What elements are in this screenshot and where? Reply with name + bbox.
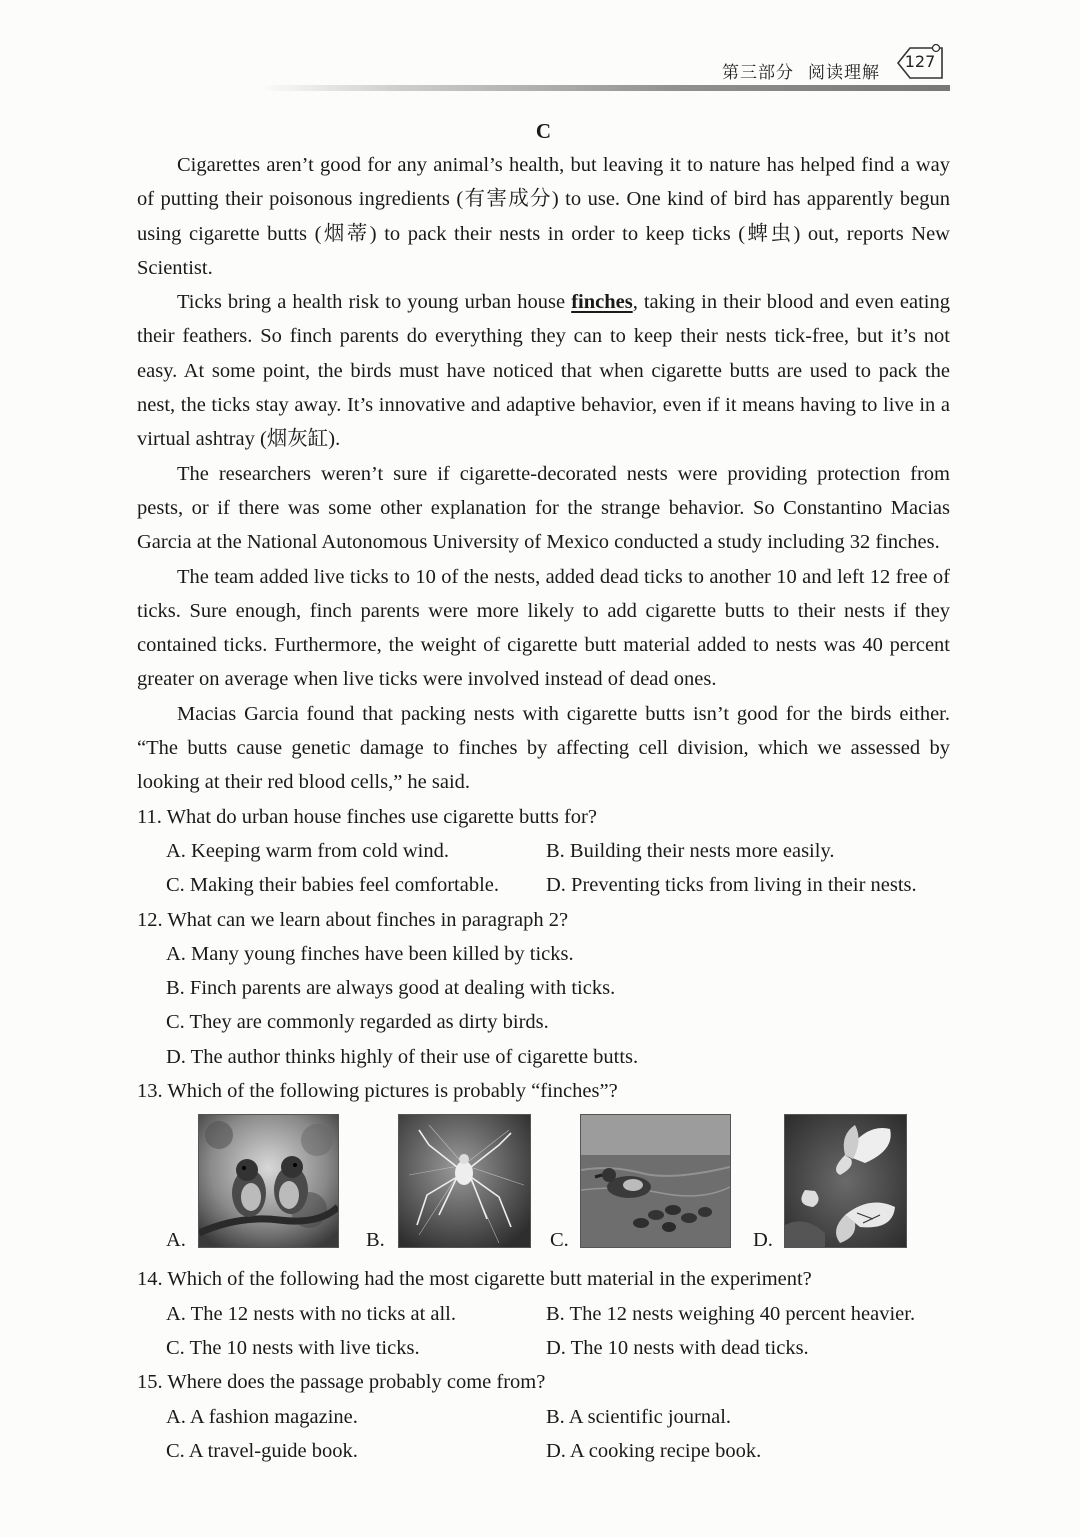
- paragraph-text: , taking in their blood and even eating their feathers. So finch parents do everything they can to keep their nests tick-free, but it’s not easy. At some point, the birds must have noticed that when cigarette butts are used to pack the nest, the ticks stay away. It’s innovative and adaptive behavior, even if it means having to live in a virtual ashtray (烟灰缸).: [137, 291, 950, 451]
- passage-letter: C: [535, 119, 552, 143]
- option-a[interactable]: A. Many young finches have been killed by ticks.: [166, 942, 574, 965]
- question-14-options: [166, 1297, 950, 1366]
- paragraph-text: Macias Garcia found that packing nests with cigarette butts isn’t good for the birds either. “The butts cause genetic damage to finches by affecting cell division, which we assessed by looking at their red blood cells,” he said.: [137, 702, 950, 794]
- option-c[interactable]: C. They are commonly regarded as dirty birds.: [166, 1011, 549, 1034]
- option-c-label: C.: [550, 1229, 569, 1252]
- option-d[interactable]: D. The 10 nests with dead ticks.: [546, 1336, 809, 1359]
- option-a[interactable]: A. A fashion magazine.: [166, 1405, 358, 1428]
- option-d[interactable]: D. A cooking recipe book.: [546, 1439, 762, 1462]
- question-12: 12. What can we learn about finches in paragraph 2?: [137, 908, 569, 931]
- option-c[interactable]: C. Making their babies feel comfortable.: [166, 874, 500, 897]
- page-header: [260, 40, 950, 96]
- paragraph-text: The researchers weren’t sure if cigarette-decorated nests were providing protection from pests, or if there was some other explanation for the strange behavior. So Constantino Macias Garcia at the National Autonomous University of Mexico conducted a study including 32 finches.: [137, 462, 950, 554]
- page-number-badge: [890, 42, 948, 84]
- paragraph-text: Ticks bring a health risk to young urban house: [177, 291, 572, 314]
- picture-option-d[interactable]: [753, 1114, 953, 1254]
- paragraph-text: The team added live ticks to 10 of the nests, added dead ticks to another 10 and left 12 free of ticks. Sure enough, finch parents were more likely to add cigarette butts to their nests if they contained ticks. Furthermore, the weight of cigarette butt material added to nests was 40 percent greater on average when live ticks were involved instead of dead ones.: [137, 565, 950, 691]
- header-rule: [260, 85, 950, 91]
- question-11-options: [166, 834, 950, 903]
- option-d[interactable]: D. The author thinks highly of their use of cigarette butts.: [166, 1045, 639, 1068]
- header-section-title: [708, 58, 880, 83]
- option-c[interactable]: C. A travel-guide book.: [166, 1439, 358, 1462]
- page-number: 127: [904, 52, 936, 71]
- birds-icon: [199, 1115, 338, 1247]
- butterflies-icon: [785, 1115, 906, 1247]
- spider-photo: [398, 1114, 531, 1248]
- paragraph-5: [137, 697, 950, 800]
- option-a-label: A.: [166, 1229, 186, 1252]
- highlighted-word: finches: [571, 291, 633, 314]
- question-15: 15. Where does the passage probably come from?: [137, 1371, 546, 1394]
- option-d[interactable]: D. Preventing ticks from living in their nests.: [546, 874, 917, 897]
- option-a[interactable]: A. Keeping warm from cold wind.: [166, 839, 449, 862]
- option-c[interactable]: C. The 10 nests with live ticks.: [166, 1336, 420, 1359]
- question-14: 14. Which of the following had the most cigarette butt material in the experiment?: [137, 1268, 812, 1291]
- question-13-pictures: [166, 1114, 950, 1262]
- paragraph-text: Cigarettes aren’t good for any animal’s health, but leaving it to nature has helped find a way of putting their poisonous ingredients (有害成分) to use. One kind of bird has apparently begun using cigarette butts (烟蒂) to pack their nests in order to keep ticks (蜱虫) out, reports New Scientist.: [137, 154, 950, 279]
- option-b[interactable]: B. Building their nests more easily.: [546, 839, 835, 862]
- paragraph-4: [137, 560, 950, 697]
- picture-option-c[interactable]: [550, 1114, 760, 1254]
- paragraph-1: [137, 148, 950, 285]
- option-b[interactable]: B. A scientific journal.: [546, 1405, 732, 1428]
- question-11: 11. What do urban house finches use cigarette butts for?: [137, 805, 597, 828]
- header-part: 第三部分: [722, 63, 794, 83]
- picture-option-a[interactable]: [166, 1114, 341, 1254]
- picture-option-b[interactable]: [366, 1114, 536, 1254]
- reading-content: [137, 116, 950, 1468]
- butterflies-photo: [784, 1114, 907, 1248]
- sparrows-photo: [198, 1114, 339, 1248]
- ducks-icon: [581, 1115, 730, 1247]
- question-12-options: [166, 937, 950, 1074]
- option-b[interactable]: B. The 12 nests weighing 40 percent heavier.: [546, 1302, 916, 1325]
- header-section: 阅读理解: [808, 63, 880, 83]
- option-d-label: D.: [753, 1229, 773, 1252]
- option-a[interactable]: A. The 12 nests with no ticks at all.: [166, 1302, 457, 1325]
- ducks-photo: [580, 1114, 731, 1248]
- option-b[interactable]: B. Finch parents are always good at dealing with ticks.: [166, 977, 616, 1000]
- spider-icon: [399, 1115, 530, 1247]
- paragraph-2: [137, 285, 950, 456]
- option-b-label: B.: [366, 1229, 385, 1252]
- paragraph-3: [137, 457, 950, 560]
- question-15-options: [166, 1400, 950, 1469]
- question-13: 13. Which of the following pictures is probably “finches”?: [137, 1080, 618, 1103]
